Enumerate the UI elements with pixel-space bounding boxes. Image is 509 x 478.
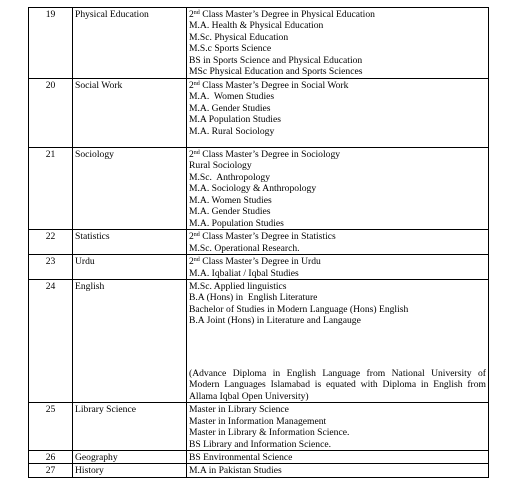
qualifications-cell	[187, 403, 489, 451]
qualification-text: M.A. Rural Sociology	[189, 125, 275, 137]
qualification-item	[189, 427, 486, 438]
row-number: 23	[29, 255, 73, 280]
table-row	[29, 230, 489, 255]
qualification-text: Class Master’s Degree in Social Work	[199, 80, 349, 91]
qualification-item	[189, 292, 486, 303]
qualification-text: M.A. Women Studies	[189, 194, 272, 206]
row-number: 25	[29, 403, 73, 451]
row-number: 20	[29, 79, 73, 148]
qualification-text: M.A. Gender Studies	[189, 102, 271, 114]
ordinal-number: 2	[189, 231, 194, 243]
qualification-text: Bachelor of Studies in Modern Language (Hons) English	[189, 303, 409, 315]
ordinal-suffix: nd	[193, 257, 200, 264]
qualifications-cell	[187, 464, 489, 477]
qualification-item	[189, 195, 486, 206]
qualification-item	[189, 231, 486, 242]
qualifications-cell	[187, 8, 489, 79]
qualification-text: BS Library and Information Science.	[189, 438, 331, 450]
table-row	[29, 8, 489, 79]
subject-name: Library Science	[73, 403, 187, 451]
table-row	[29, 403, 489, 451]
qualifications-cell	[187, 79, 489, 148]
qualification-item	[189, 439, 486, 450]
qualification-item	[189, 452, 486, 463]
subject-name: Social Work	[73, 79, 187, 148]
qualification-item	[189, 160, 486, 171]
qualification-text: Class Master’s Degree in Urdu	[199, 256, 321, 268]
qualification-item	[189, 218, 486, 229]
row-number: 27	[29, 464, 73, 477]
qualification-text: M.Sc. Anthropology	[189, 171, 271, 183]
ordinal-number: 2	[189, 256, 194, 268]
qualification-text: M.A. Health & Physical Education	[189, 20, 324, 32]
qualification-text: Rural Sociology	[189, 160, 252, 172]
qualification-text: B.A Joint (Hons) in Literature and Langauge	[189, 315, 361, 327]
qualification-item	[189, 416, 486, 427]
qualifications-cell	[187, 255, 489, 280]
subject-name: Physical Education	[73, 8, 187, 79]
subject-name: Geography	[73, 450, 187, 463]
qualifications-cell	[187, 279, 489, 402]
qualification-text: B.A (Hons) in English Literature	[189, 292, 318, 304]
table-row	[29, 464, 489, 477]
table-body	[29, 8, 489, 478]
qualification-item	[189, 256, 486, 267]
subject-name: History	[73, 464, 187, 477]
qualification-text: Class Master’s Degree in Statistics	[199, 231, 336, 243]
qualifications-cell	[187, 230, 489, 255]
ordinal-suffix: nd	[193, 150, 200, 156]
row-number: 22	[29, 230, 73, 255]
table-row	[29, 148, 489, 230]
qualification-item	[189, 304, 486, 315]
qualifications-cell	[187, 450, 489, 463]
qualification-text: Master in Library Science	[189, 404, 289, 416]
qualification-text: M.A. Iqbaliat / Iqbal Studies	[189, 267, 299, 279]
qualification-text: M.A in Pakistan Studies	[189, 465, 282, 477]
qualification-item	[189, 315, 486, 326]
qualification-text: MSc Physical Education and Sports Sciences	[189, 66, 363, 78]
qualification-text: M.A Population Studies	[189, 114, 281, 126]
qualification-item	[189, 66, 486, 77]
spacer	[189, 327, 486, 363]
qualification-text: M.Sc. Physical Education	[189, 31, 289, 43]
table-row	[29, 279, 489, 402]
ordinal-number: 2	[189, 80, 194, 91]
row-number: 19	[29, 8, 73, 79]
qualification-item	[189, 465, 486, 476]
qualification-item	[189, 20, 486, 31]
qualification-text: Master in Library & Information Science.	[189, 427, 350, 439]
qualification-text: M.A. Sociology & Anthropology	[189, 183, 317, 195]
ordinal-suffix: nd	[193, 232, 200, 239]
qualification-text: Class Master’s Degree in Physical Education	[199, 9, 375, 20]
qualification-item	[189, 404, 486, 415]
qualification-text: Class Master’s Degree in Sociology	[199, 149, 341, 160]
qualification-text: M.S.c Sports Science	[189, 43, 272, 55]
ordinal-suffix: nd	[193, 81, 200, 87]
subject-name: Urdu	[73, 255, 187, 280]
qualification-item	[189, 268, 486, 279]
qualification-item	[189, 9, 486, 20]
qualification-item	[189, 183, 486, 194]
qualification-item	[189, 206, 486, 217]
table-row	[29, 79, 489, 148]
ordinal-number: 2	[189, 9, 194, 20]
qualification-text: Master in Information Management	[189, 415, 327, 427]
qualification-text: M.A. Population Studies	[189, 217, 284, 229]
qualification-item	[189, 80, 486, 91]
qualification-item	[189, 32, 486, 43]
table-row	[29, 255, 489, 280]
equivalence-note: (Advance Diploma in English Language from National University of Modern Languages Islamabad is equated with Diploma in English from Allama Iqbal Open University)	[189, 367, 486, 402]
qualification-item	[189, 172, 486, 183]
qualification-item	[189, 149, 486, 160]
qualification-text: M.A. Women Studies	[189, 91, 275, 103]
ordinal-suffix: nd	[193, 10, 200, 16]
table-row	[29, 450, 489, 463]
qualification-item	[189, 43, 486, 54]
subject-name: Sociology	[73, 148, 187, 230]
row-number: 26	[29, 450, 73, 463]
qualification-item	[189, 55, 486, 66]
ordinal-number: 2	[189, 149, 194, 160]
row-number: 24	[29, 279, 73, 402]
qualifications-table	[28, 7, 489, 478]
qualification-item	[189, 281, 486, 292]
subject-name: Statistics	[73, 230, 187, 255]
qualification-item	[189, 103, 486, 114]
qualifications-cell	[187, 148, 489, 230]
subject-name: English	[73, 279, 187, 402]
qualification-text: M.A. Gender Studies	[189, 206, 271, 218]
qualification-item	[189, 126, 486, 137]
qualification-text: M.Sc. Applied linguistics	[189, 280, 287, 292]
qualification-item	[189, 91, 486, 102]
qualification-text: BS in Sports Science and Physical Education	[189, 54, 363, 66]
qualification-item	[189, 114, 486, 125]
qualification-item	[189, 243, 486, 254]
row-number: 21	[29, 148, 73, 230]
qualification-text: M.Sc. Operational Research.	[189, 242, 300, 254]
qualification-text: BS Environmental Science	[189, 451, 293, 463]
